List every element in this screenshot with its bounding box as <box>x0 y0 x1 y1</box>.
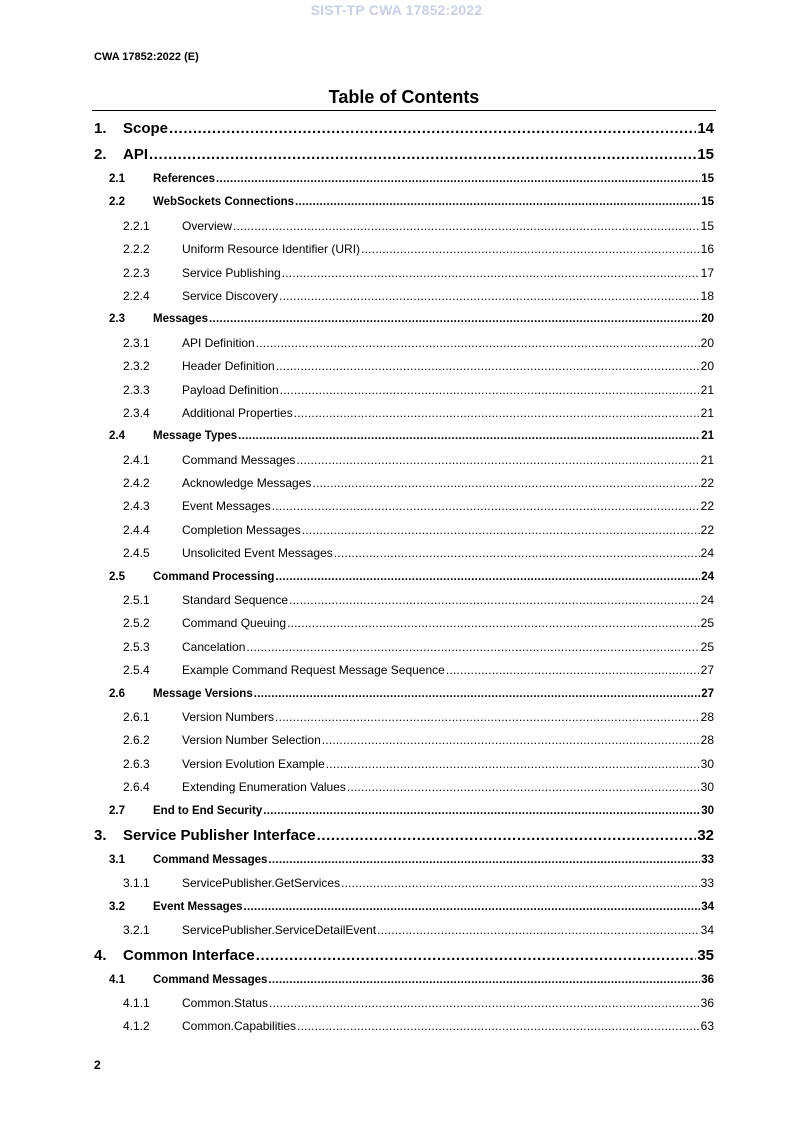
toc-entry-page: 15 <box>701 196 714 209</box>
document-id: CWA 17852:2022 (E) <box>94 51 199 63</box>
toc-entry[interactable] <box>94 332 714 355</box>
toc-entry[interactable] <box>94 729 714 752</box>
toc-entry-page: 21 <box>700 405 714 420</box>
title-rule <box>92 110 716 111</box>
toc-entry-number: 4.1.2 <box>123 1019 150 1034</box>
dot-leader <box>246 636 699 659</box>
toc-entry-number: 2.4.1 <box>123 452 150 467</box>
toc-entry[interactable] <box>94 566 714 589</box>
dot-leader <box>275 566 700 589</box>
dot-leader <box>312 472 699 495</box>
toc-entry[interactable] <box>94 425 714 448</box>
toc-entry-label: Message Versions <box>153 687 253 700</box>
dot-leader <box>322 729 700 752</box>
toc-entry[interactable] <box>94 683 714 706</box>
toc-entry[interactable] <box>94 168 714 191</box>
toc-entry-label: Service Publishing <box>182 265 281 280</box>
dot-leader <box>287 612 700 635</box>
toc-entry[interactable] <box>94 872 714 895</box>
toc-entry-number: 2. <box>94 146 107 163</box>
toc-entry-label: Unsolicited Event Messages <box>182 546 333 561</box>
toc-entry-label: Command Messages <box>153 973 268 986</box>
toc-entry-number: 4.1.1 <box>123 995 150 1010</box>
toc-entry-number: 3.1.1 <box>123 876 150 891</box>
toc-entry[interactable] <box>94 285 714 308</box>
toc-title: Table of Contents <box>328 87 480 107</box>
dot-leader <box>296 449 699 472</box>
toc-entry-label: Event Messages <box>182 499 271 514</box>
toc-entry-label: API Definition <box>182 335 255 350</box>
toc-entry[interactable] <box>94 495 714 518</box>
dot-leader <box>238 425 700 448</box>
toc-entry-page: 36 <box>701 973 714 986</box>
toc-entry[interactable] <box>94 969 714 992</box>
toc-entry-number: 2.5.1 <box>123 593 150 608</box>
toc-entry-label: API <box>123 146 149 163</box>
toc-entry-number: 2.5.3 <box>123 639 150 654</box>
toc-entry[interactable] <box>94 659 714 682</box>
toc-entry-label: Command Queuing <box>182 616 287 631</box>
toc-entry-number: 2.2.2 <box>123 242 150 257</box>
toc-entry-number: 2.3.4 <box>123 405 150 420</box>
dot-leader <box>297 1015 700 1038</box>
toc-entry-label: ServicePublisher.GetServices <box>182 876 341 891</box>
toc-entry-page: 28 <box>700 733 714 748</box>
toc-entry[interactable] <box>94 1015 714 1038</box>
dot-leader <box>326 753 700 776</box>
toc-entry-number: 2.5.2 <box>123 616 150 631</box>
dot-leader <box>377 919 700 942</box>
toc-entry-page: 30 <box>700 756 714 771</box>
toc-entry-number: 2.2 <box>109 196 125 209</box>
dot-leader <box>268 969 700 992</box>
toc-entry[interactable] <box>94 142 714 168</box>
toc-entry[interactable] <box>94 355 714 378</box>
toc-entry[interactable] <box>94 542 714 565</box>
toc-entry-label: Messages <box>153 313 208 326</box>
toc-entry[interactable] <box>94 262 714 285</box>
table-of-contents <box>94 116 714 1039</box>
dot-leader <box>269 992 700 1015</box>
toc-entry-label: Command Processing <box>153 570 275 583</box>
toc-entry-label: Uniform Resource Identifier (URI) <box>182 242 361 257</box>
toc-entry-number: 2.6.3 <box>123 756 150 771</box>
toc-entry-number: 2.4.4 <box>123 522 150 537</box>
toc-entry-page: 35 <box>697 946 714 964</box>
toc-entry-label: References <box>153 173 216 185</box>
toc-entry-label: Command Messages <box>153 853 268 866</box>
toc-entry-page: 63 <box>700 1019 714 1034</box>
toc-entry-page: 21 <box>700 382 714 397</box>
toc-entry-label: Example Command Request Message Sequence <box>182 663 445 678</box>
toc-entry-number: 2.6 <box>109 687 125 700</box>
toc-entry[interactable] <box>94 472 714 495</box>
toc-entry-label: Common.Capabilities <box>182 1019 297 1034</box>
toc-entry-label: Event Messages <box>153 900 243 913</box>
toc-entry-number: 2.3.1 <box>123 335 150 350</box>
dot-leader <box>272 495 700 518</box>
toc-entry[interactable] <box>94 776 714 799</box>
toc-entry-number: 2.5.4 <box>123 663 150 678</box>
dot-leader <box>268 849 700 872</box>
toc-entry-number: 2.5 <box>109 570 125 583</box>
toc-entry-label: Payload Definition <box>182 382 279 397</box>
toc-entry-page: 27 <box>700 663 714 678</box>
toc-entry-number: 2.6.2 <box>123 733 150 748</box>
watermark: SIST-TP CWA 17852:2022 <box>310 2 483 18</box>
toc-entry[interactable] <box>94 116 714 142</box>
toc-entry-page: 34 <box>701 900 714 913</box>
dot-leader <box>280 379 700 402</box>
toc-entry-label: Extending Enumeration Values <box>182 780 346 795</box>
toc-entry-number: 2.6.1 <box>123 709 150 724</box>
toc-entry[interactable] <box>94 823 714 849</box>
dot-leader <box>275 706 700 729</box>
toc-entry-label: Service Publisher Interface <box>123 826 316 844</box>
toc-entry-label: Acknowledge Messages <box>182 476 312 491</box>
dot-leader <box>295 191 700 214</box>
toc-entry-page: 16 <box>700 242 714 257</box>
toc-entry-number: 2.3 <box>109 313 125 326</box>
dot-leader <box>244 896 701 919</box>
toc-entry-page: 24 <box>701 570 714 583</box>
dot-leader <box>347 776 700 799</box>
toc-entry-label: WebSockets Connections <box>153 196 295 209</box>
page-number: 2 <box>94 1058 101 1072</box>
toc-entry-number: 4. <box>94 946 107 964</box>
toc-entry-page: 21 <box>700 452 714 467</box>
toc-entry[interactable] <box>94 402 714 425</box>
toc-entry-label: Command Messages <box>182 452 296 467</box>
toc-entry-label: Service Discovery <box>182 288 279 303</box>
dot-leader <box>317 823 697 849</box>
toc-entry-label: Message Types <box>153 430 238 443</box>
dot-leader <box>263 800 700 823</box>
toc-entry-number: 2.1 <box>109 173 125 185</box>
toc-entry[interactable] <box>94 992 714 1015</box>
toc-entry-number: 3.2 <box>109 900 125 913</box>
toc-entry-number: 2.4 <box>109 430 125 443</box>
toc-entry-page: 15 <box>697 146 714 163</box>
toc-entry-number: 2.4.3 <box>123 499 150 514</box>
toc-entry-page: 21 <box>701 430 714 443</box>
toc-entry-page: 32 <box>697 826 714 844</box>
dot-leader <box>276 355 700 378</box>
toc-entry-page: 36 <box>700 995 714 1010</box>
toc-entry-label: ServicePublisher.ServiceDetailEvent <box>182 923 377 938</box>
toc-entry-page: 22 <box>700 499 714 514</box>
toc-entry-label: End to End Security <box>153 804 263 817</box>
toc-entry[interactable] <box>94 800 714 823</box>
toc-entry-label: Standard Sequence <box>182 593 289 608</box>
toc-entry-page: 27 <box>701 687 714 700</box>
dot-leader <box>216 168 700 191</box>
toc-entry-page: 25 <box>700 639 714 654</box>
toc-entry[interactable] <box>94 706 714 729</box>
toc-entry-label: Cancelation <box>182 639 246 654</box>
toc-entry-page: 18 <box>700 288 714 303</box>
dot-leader <box>282 262 700 285</box>
dot-leader <box>446 659 700 682</box>
toc-entry-page: 15 <box>701 173 714 185</box>
toc-entry-label: Completion Messages <box>182 522 301 537</box>
toc-entry-page: 22 <box>700 522 714 537</box>
toc-entry-page: 17 <box>700 265 714 280</box>
toc-entry[interactable] <box>94 379 714 402</box>
toc-entry-label: Version Number Selection <box>182 733 321 748</box>
toc-entry[interactable] <box>94 753 714 776</box>
toc-entry-label: Version Evolution Example <box>182 756 325 771</box>
toc-entry-page: 24 <box>700 546 714 561</box>
toc-entry[interactable] <box>94 612 714 635</box>
toc-entry-page: 30 <box>701 804 714 817</box>
toc-entry[interactable] <box>94 636 714 659</box>
toc-entry-page: 15 <box>700 218 714 233</box>
toc-entry-number: 2.2.1 <box>123 218 150 233</box>
toc-entry-page: 24 <box>700 593 714 608</box>
toc-entry-page: 28 <box>700 709 714 724</box>
toc-entry-page: 20 <box>700 359 714 374</box>
toc-entry-number: 3. <box>94 826 107 844</box>
dot-leader <box>279 285 700 308</box>
toc-entry[interactable] <box>94 519 714 542</box>
dot-leader <box>209 308 700 331</box>
toc-entry-page: 34 <box>700 923 714 938</box>
dot-leader <box>169 116 696 142</box>
toc-entry[interactable] <box>94 943 714 969</box>
toc-entry-number: 2.4.2 <box>123 476 150 491</box>
toc-entry[interactable] <box>94 896 714 919</box>
dot-leader <box>302 519 700 542</box>
toc-entry-number: 2.4.5 <box>123 546 150 561</box>
dot-leader <box>256 332 700 355</box>
dot-leader <box>294 402 700 425</box>
toc-entry-number: 3.2.1 <box>123 923 150 938</box>
dot-leader <box>334 542 700 565</box>
toc-entry-number: 2.3.3 <box>123 382 150 397</box>
dot-leader <box>254 683 700 706</box>
toc-entry-number: 4.1 <box>109 973 125 986</box>
toc-entry-number: 2.7 <box>109 804 125 817</box>
toc-entry-page: 33 <box>700 876 714 891</box>
toc-entry-page: 33 <box>701 853 714 866</box>
toc-entry-page: 22 <box>700 476 714 491</box>
toc-entry-label: Overview <box>182 218 233 233</box>
toc-entry-page: 14 <box>697 120 714 137</box>
toc-entry-page: 20 <box>700 335 714 350</box>
toc-entry-number: 2.6.4 <box>123 780 150 795</box>
toc-entry-number: 1. <box>94 120 107 137</box>
dot-leader <box>256 943 697 969</box>
toc-entry-label: Scope <box>123 120 169 137</box>
toc-entry[interactable] <box>94 238 714 261</box>
dot-leader <box>149 142 696 168</box>
dot-leader <box>289 589 700 612</box>
toc-entry[interactable] <box>94 215 714 238</box>
toc-entry[interactable] <box>94 308 714 331</box>
toc-entry-label: Version Numbers <box>182 709 275 724</box>
toc-entry[interactable] <box>94 191 714 214</box>
toc-entry[interactable] <box>94 919 714 942</box>
toc-entry-label: Common.Status <box>182 995 269 1010</box>
toc-entry[interactable] <box>94 589 714 612</box>
toc-entry-label: Common Interface <box>123 946 255 964</box>
toc-entry-page: 25 <box>700 616 714 631</box>
dot-leader <box>233 215 700 238</box>
toc-entry-label: Additional Properties <box>182 405 293 420</box>
toc-entry[interactable] <box>94 849 714 872</box>
toc-entry-number: 2.2.3 <box>123 265 150 280</box>
dot-leader <box>341 872 700 895</box>
toc-entry-label: Header Definition <box>182 359 275 374</box>
toc-entry-number: 3.1 <box>109 853 125 866</box>
toc-entry-page: 30 <box>700 780 714 795</box>
toc-entry[interactable] <box>94 449 714 472</box>
dot-leader <box>361 238 700 261</box>
toc-entry-number: 2.3.2 <box>123 359 150 374</box>
toc-entry-number: 2.2.4 <box>123 288 150 303</box>
toc-entry-page: 20 <box>701 313 714 326</box>
